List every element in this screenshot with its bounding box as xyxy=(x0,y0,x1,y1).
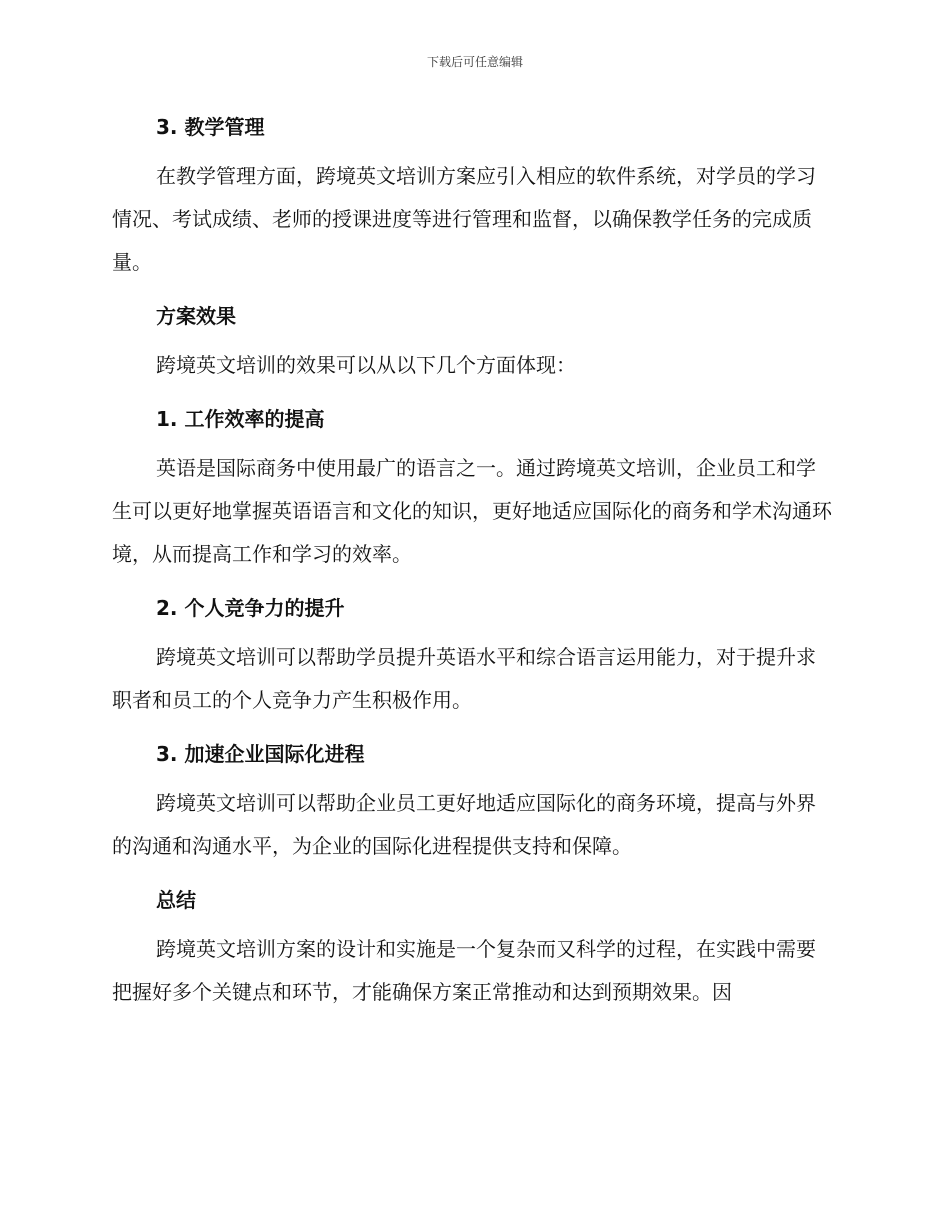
section-heading: 2. 个人竞争力的提升 xyxy=(156,596,345,620)
document-body xyxy=(112,110,832,1014)
section-paragraph: 跨境英文培训方案的设计和实施是一个复杂而又科学的过程，在实践中需要把握好多个关键点和环节，才能确保方案正常推动和达到预期效果。因 xyxy=(112,937,816,1004)
section-heading: 3. 加速企业国际化进程 xyxy=(156,742,365,766)
section-heading: 1. 工作效率的提高 xyxy=(156,407,325,431)
page-header-note: 下载后可任意编辑 xyxy=(426,55,523,69)
section-paragraph: 在教学管理方面，跨境英文培训方案应引入相应的软件系统，对学员的学习情况、考试成绩、老师的授课进度等进行管理和监督，以确保教学任务的完成质量。 xyxy=(112,164,816,274)
section-paragraph: 英语是国际商务中使用最广的语言之一。通过跨境英文培训，企业员工和学生可以更好地掌握英语语言和文化的知识，更好地适应国际化的商务和学术沟通环境，从而提高工作和学习的效率。 xyxy=(112,456,832,566)
section-heading: 总结 xyxy=(156,888,196,912)
section-paragraph: 跨境英文培训可以帮助学员提升英语水平和综合语言运用能力，对于提升求职者和员工的个人竞争力产生积极作用。 xyxy=(112,645,816,712)
section-paragraph: 跨境英文培训的效果可以从以下几个方面体现： xyxy=(156,353,576,377)
section-paragraph: 跨境英文培训可以帮助企业员工更好地适应国际化的商务环境，提高与外界的沟通和沟通水平，为企业的国际化进程提供支持和保障。 xyxy=(112,791,816,858)
section-heading: 方案效果 xyxy=(156,304,236,328)
section-heading: 3. 教学管理 xyxy=(156,115,265,139)
